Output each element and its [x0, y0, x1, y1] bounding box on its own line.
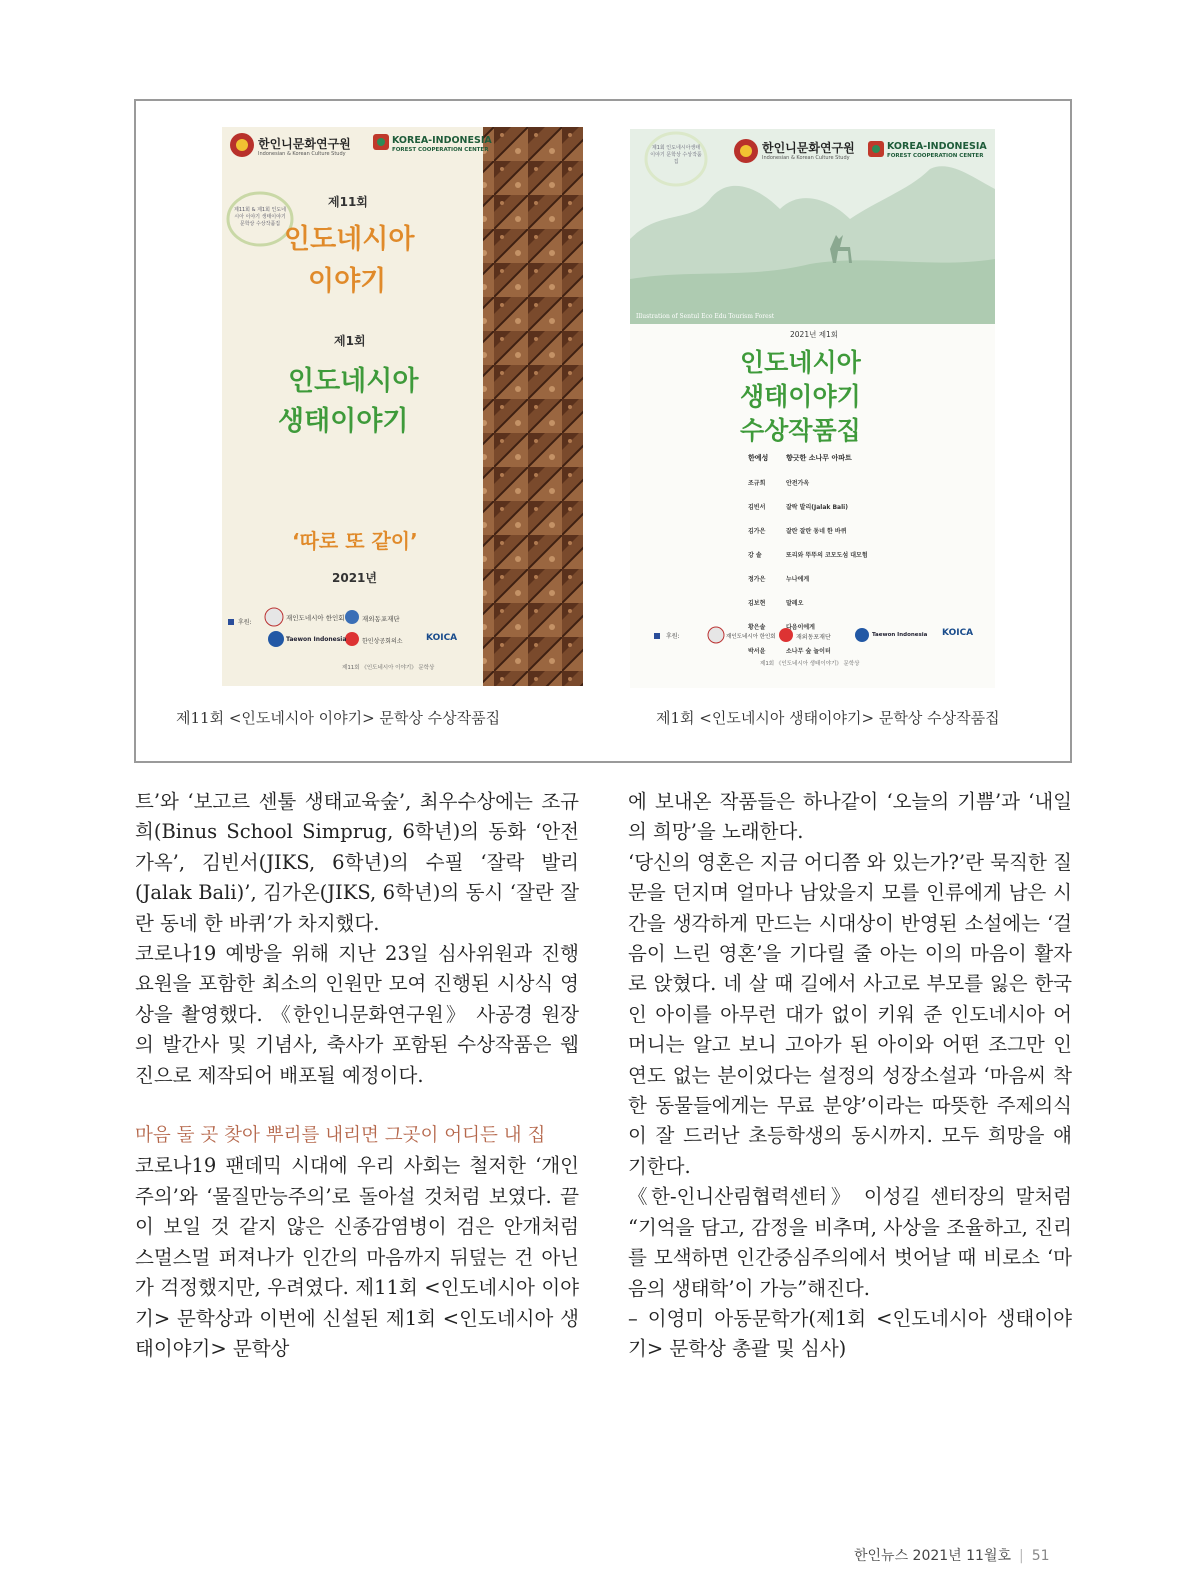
partner-sub: FOREST COOPERATION CENTER [392, 147, 489, 153]
org-name: 한인니문화연구원 [258, 137, 351, 151]
winner-row: 김빈서 잘락 발리(Jalak Bali) [748, 504, 848, 511]
org-sub: Indonesian & Korean Culture Study [258, 151, 346, 157]
title-c: 수상작품집 [740, 416, 861, 445]
illustration-note: Illustration of Sentul Eco Edu Tourism Forest [636, 313, 775, 320]
title-a: 인도네시아 [740, 348, 861, 377]
winner-row: 김가은 잘란 잘란 동네 한 바퀴 [748, 528, 847, 535]
title-1a: 인도네시아 [284, 224, 415, 255]
batik-pattern [483, 127, 583, 686]
article-column-right [628, 787, 1072, 1365]
title-2b: 생태이야기 [278, 406, 409, 437]
cover-year: 2021년 [332, 571, 377, 585]
figure-frame [134, 99, 1072, 763]
sponsor-5: KOICA [426, 633, 458, 643]
winner-row: 정가은 누나에게 [748, 576, 810, 583]
sponsor-1: 재인도네시아 한인회 [286, 614, 345, 622]
sponsor-1: 재인도네시아 한인회 [726, 634, 776, 640]
slogan: ‘따로 또 같이’ [292, 529, 418, 553]
paragraph: 《한-인니산림협력센터》 이성길 센터장의 말처럼 “기억을 담고, 감정을 비추며, 사상을 조율하고, 진리를 모색하면 인간중심주의에서 벗어날 때 비로소 ‘마음의 생태학’이 가능”해진다. [628, 1185, 1072, 1300]
bottom-note: 제1회 《인도네시아 생태이야기》 문학상 [760, 661, 860, 667]
winner-row: 김보현 말레오 [748, 600, 804, 607]
winner-row: 황은솔 다음이에게 [748, 624, 815, 631]
cover-left [222, 127, 583, 686]
caption-right: 제1회 <인도네시아 생태이야기> 문학상 수상작품집 [656, 709, 1000, 727]
caption-left: 제11회 <인도네시아 이야기> 문학상 수상작품집 [176, 709, 501, 727]
article-column-left [135, 787, 579, 1364]
sponsor-2: 재외동포재단 [796, 634, 831, 641]
author-credit: – 이영미 아동문학가(제1회 <인도네시아 생태이야기> 문학상 총괄 및 심사) [628, 1306, 1072, 1361]
page-footer [854, 1545, 1050, 1565]
wreath-text: 제11회 & 제1회 인도네시아 이야기 생태이야기 문학상 수상작품집 [233, 207, 287, 227]
sponsor-2: 재외동포재단 [362, 615, 400, 623]
cover-edition: 2021년 제1회 [790, 330, 838, 339]
sponsor-label: 후원: [666, 633, 680, 640]
paragraph: 트’와 ‘보고르 센툴 생태교육숲’, 최우수상에는 조규희(Binus School Simprug, 6학년)의 동화 ‘안전 가옥’, 김빈서(JIKS, 6학년)의 수필 ‘잘락 발리(Jalak Bali)’, 김가온(JIKS, 6학년)의 동시 ‘잘란 잘란 동네 한 바퀴’가 차지했다. [135, 790, 579, 935]
section-subheading: 마음 둘 곳 찾아 뿌리를 내리면 그곳이 어디든 내 집 [135, 1125, 546, 1147]
footer-separator: | [1019, 1548, 1024, 1564]
wreath-text: 제1회 인도네시아생태이야기 문학상 수상작품집 [650, 145, 702, 165]
winner-row: 강 솔 또리와 뚜뚜의 코모도섬 대모험 [748, 552, 868, 559]
winner-row: 한예성 향긋한 소나무 아파트 [748, 454, 852, 462]
winner-row: 조규희 안전가옥 [748, 480, 810, 487]
partner-sub: FOREST COOPERATION CENTER [887, 153, 984, 159]
org-sub: Indonesian & Korean Culture Study [762, 155, 850, 161]
title-2a: 인도네시아 [288, 366, 419, 397]
org-name: 한인니문화연구원 [762, 141, 855, 155]
cover-right [630, 129, 995, 688]
page-number: 51 [1031, 1548, 1050, 1564]
partner-name: KOREA-INDONESIA [392, 135, 492, 146]
edition-2: 제1회 [334, 334, 366, 348]
sponsor-4: 한인상공회의소 [362, 638, 403, 645]
winner-row: 박서윤 소나무 숲 놀이터 [748, 648, 831, 655]
paragraph: 코로나19 팬데믹 시대에 우리 사회는 철저한 ‘개인주의’와 ‘물질만능주의’로 돌아설 것처럼 보였다. 끝이 보일 것 같지 않은 신종감염병이 검은 안개처럼 스멀스멀 퍼져나가 인간의 마음까지 뒤덮는 건 아닌가 걱정했지만, 우려였다. 제11회 <인도네시아 이야기> 문학상과 이번에 신설된 제1회 <인도네시아 생태이야기> 문학상 [135, 1154, 579, 1360]
partner-name: KOREA-INDONESIA [887, 141, 987, 152]
sponsor-3: Taewon Indonesia [872, 632, 928, 638]
sponsor-label: 후원: [238, 619, 252, 626]
edition-1: 제11회 [328, 195, 368, 209]
sponsor-4: KOICA [942, 628, 974, 638]
footer-publication: 한인뉴스 2021년 11월호 [854, 1548, 1012, 1564]
sponsor-3: Taewon Indonesia [286, 636, 347, 643]
paragraph: 코로나19 예방을 위해 지난 23일 심사위원과 진행요원을 포함한 최소의 인원만 모여 진행된 시상식 영상을 촬영했다. 《한인니문화연구원》 사공경 원장의 발간사 및 기념사, 축사가 포함된 수상작품은 웹진으로 제작되어 배포될 예정이다. [135, 942, 579, 1087]
paragraph: ‘당신의 영혼은 지금 어디쯤 와 있는가?’란 묵직한 질문을 던지며 얼마나 남았을지 모를 인류에게 남은 시간을 생각하게 만드는 시대상이 반영된 소설에는 ‘걸음이 느린 영혼’을 기다릴 줄 아는 이의 마음이 활자로 앉혔다. 네 살 때 길에서 사고로 부모를 잃은 한국인 아이를 아무런 대가 없이 키워 준 인도네시아 어머니는 알고 보니 고아가 된 아이와 어떤 조그만 인연도 없는 분이었다는 설정의 성장소설과 ‘마음씨 착한 동물들에게는 무료 분양’이라는 따뜻한 주제의식이 잘 드러난 초등학생의 동시까지. 모두 희망을 얘기한다. [628, 850, 1072, 1178]
bottom-note: 제11회 《인도네시아 이야기》 문학상 [342, 665, 435, 671]
title-b: 생태이야기 [740, 382, 861, 411]
paragraph: 에 보내온 작품들은 하나같이 ‘오늘의 기쁨’과 ‘내일의 희망’을 노래한다. [628, 790, 1072, 844]
title-1b: 이야기 [308, 266, 387, 297]
